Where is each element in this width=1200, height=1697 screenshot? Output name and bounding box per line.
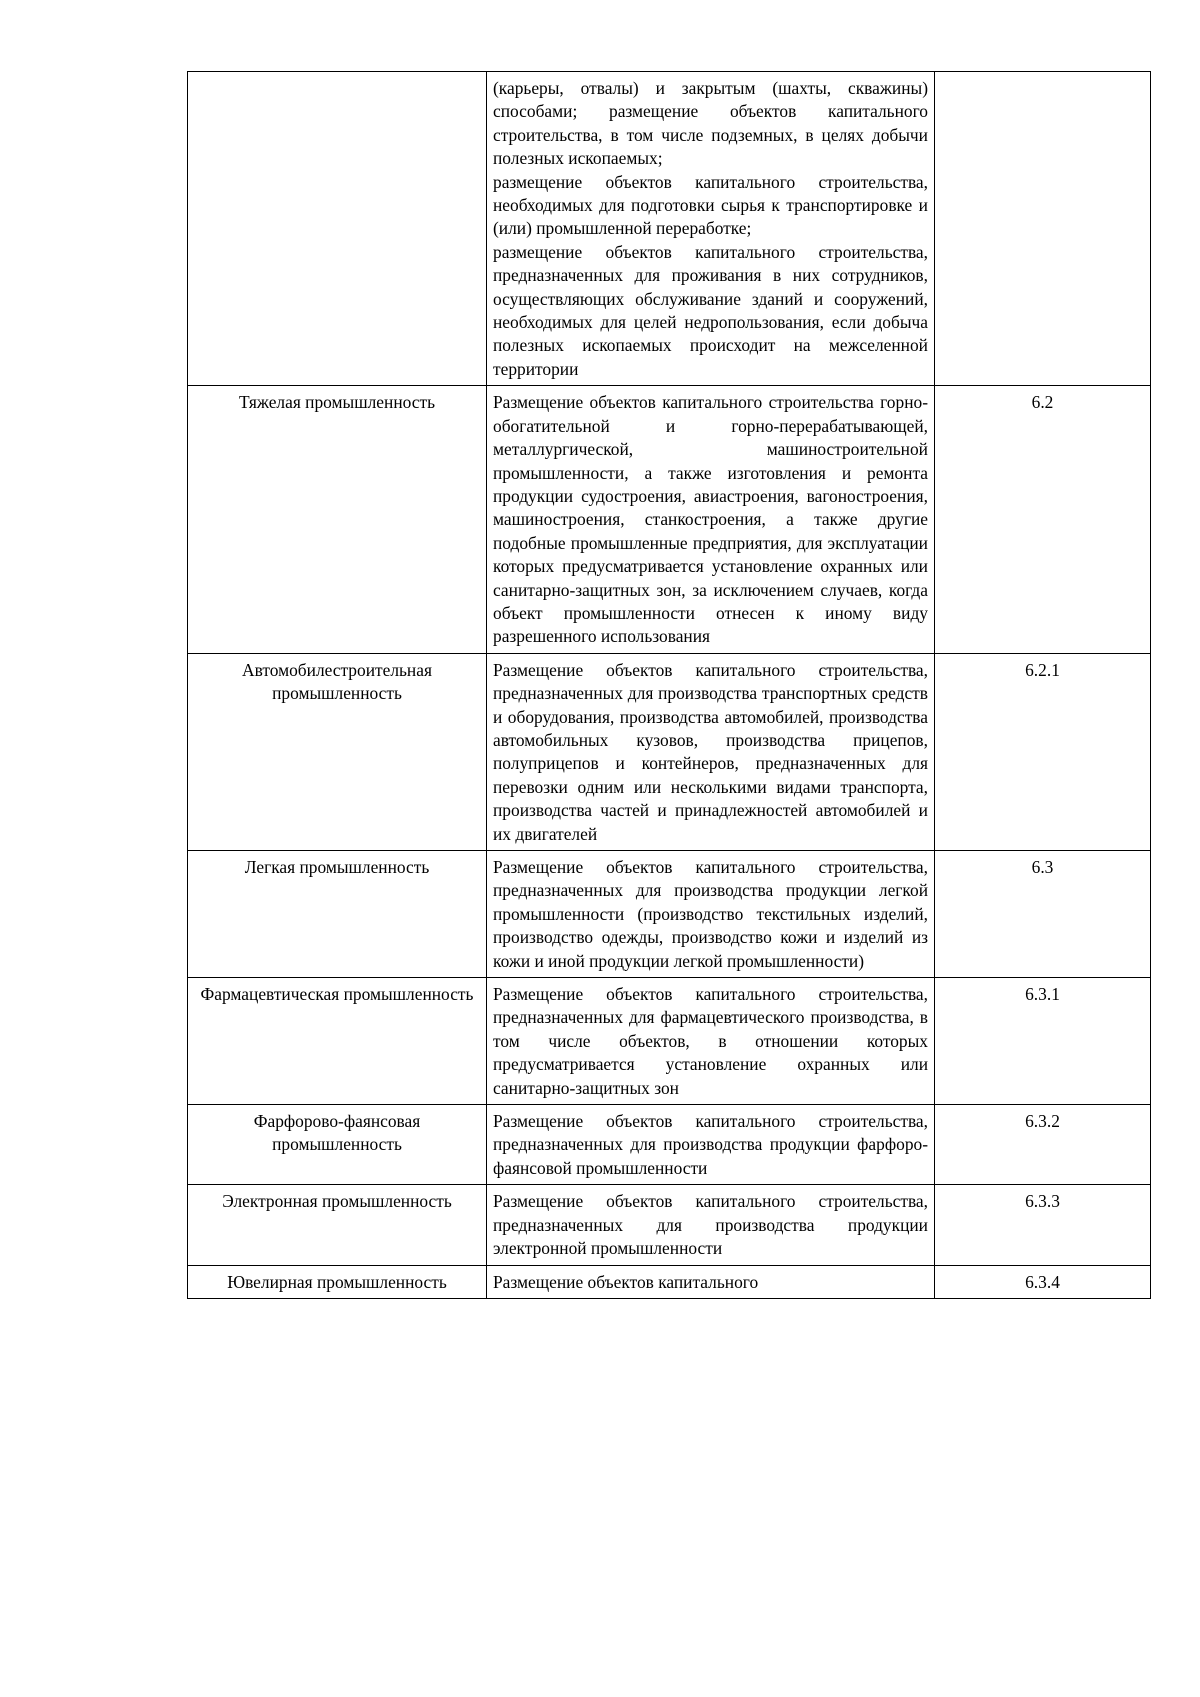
use-type-name: Фармацевтическая промышленность <box>188 978 487 1105</box>
use-type-name: Электронная промышленность <box>188 1185 487 1265</box>
description-paragraph: Размещение объектов капитального строительства, предназначенных для фармацевтического производства, в том числе объектов, в отношении которых предусматривается установление охранных или санитарно-защитных зон <box>493 984 928 1098</box>
use-type-description <box>487 978 935 1105</box>
table-row <box>188 386 1151 653</box>
use-type-code: 6.3 <box>935 851 1151 978</box>
use-type-name <box>188 72 487 386</box>
use-type-description <box>487 851 935 978</box>
table-row <box>188 1105 1151 1185</box>
table-row <box>188 1265 1151 1298</box>
description-paragraph: Размещение объектов капитального <box>493 1271 759 1292</box>
use-type-description <box>487 386 935 653</box>
description-paragraph: Размещение объектов капитального строительства, предназначенных для производства продукции легкой промышленности (производство текстильных изделий, производство одежды, производство кожи и изделий из кожи и иной продукции легкой промышленности) <box>493 857 928 971</box>
use-type-description <box>487 1185 935 1265</box>
description-paragraph: Размещение объектов капитального строительства горно-обогатительной и горно-перерабатывающей, металлургической, машиностроительной промышленности, а также изготовления и ремонта продукции судостроения, авиастроения, вагоностроения, машиностроения, станкостроения, а также другие подобные промышленные предприятия, для эксплуатации которых предусматривается установление охранных или санитарно-защитных зон, за исключением случаев, когда объект промышленности отнесен к иному виду разрешенного использования <box>493 392 928 647</box>
table-row <box>188 72 1151 386</box>
description-paragraph: (карьеры, отвалы) и закрытым (шахты, скважины) способами; размещение объектов капитального строительства, в том числе подземных, в целях добычи полезных ископаемых; <box>493 78 928 169</box>
use-type-code: 6.3.4 <box>935 1265 1151 1298</box>
use-type-code <box>935 72 1151 386</box>
use-type-description <box>487 1265 935 1298</box>
use-type-description <box>487 653 935 850</box>
use-type-code: 6.3.1 <box>935 978 1151 1105</box>
table-row <box>188 978 1151 1105</box>
use-type-description <box>487 1105 935 1185</box>
use-type-name: Легкая промышленность <box>188 851 487 978</box>
description-paragraph: Размещение объектов капитального строительства, предназначенных для производства продукции фарфоро-фаянсовой промышленности <box>493 1111 928 1178</box>
land-use-table <box>187 71 1151 1299</box>
table-row <box>188 653 1151 850</box>
description-paragraph: Размещение объектов капитального строительства, предназначенных для производства продукции электронной промышленности <box>493 1191 928 1259</box>
table-row <box>188 1185 1151 1265</box>
description-paragraph: размещение объектов капитального строительства, предназначенных для проживания в них сотрудников, осуществляющих обслуживание зданий и сооружений, необходимых для целей недропользования, если добыча полезных ископаемых происходит на межселенной территории <box>493 241 928 379</box>
use-type-name: Тяжелая промышленность <box>188 386 487 653</box>
use-type-code: 6.3.3 <box>935 1185 1151 1265</box>
use-type-description <box>487 72 935 386</box>
table-body <box>188 72 1151 1299</box>
table-row <box>188 851 1151 978</box>
description-paragraph: Размещение объектов капитального строительства, предназначенных для производства транспортных средств и оборудования, производства автомобилей, производства автомобильных кузовов, производства прицепов, полуприцепов и контейнеров, предназначенных для перевозки одним или несколькими видами транспорта, производства частей и принадлежностей автомобилей и их двигателей <box>493 659 928 844</box>
use-type-code: 6.3.2 <box>935 1105 1151 1185</box>
use-type-name: Ювелирная промышленность <box>188 1265 487 1298</box>
use-type-name: Автомобилестроительная промышленность <box>188 653 487 850</box>
use-type-name: Фарфорово-фаянсовая промышленность <box>188 1105 487 1185</box>
use-type-code: 6.2.1 <box>935 653 1151 850</box>
description-paragraph: размещение объектов капитального строительства, необходимых для подготовки сырья к транспортировке и (или) промышленной переработке; <box>493 171 928 239</box>
use-type-code: 6.2 <box>935 386 1151 653</box>
